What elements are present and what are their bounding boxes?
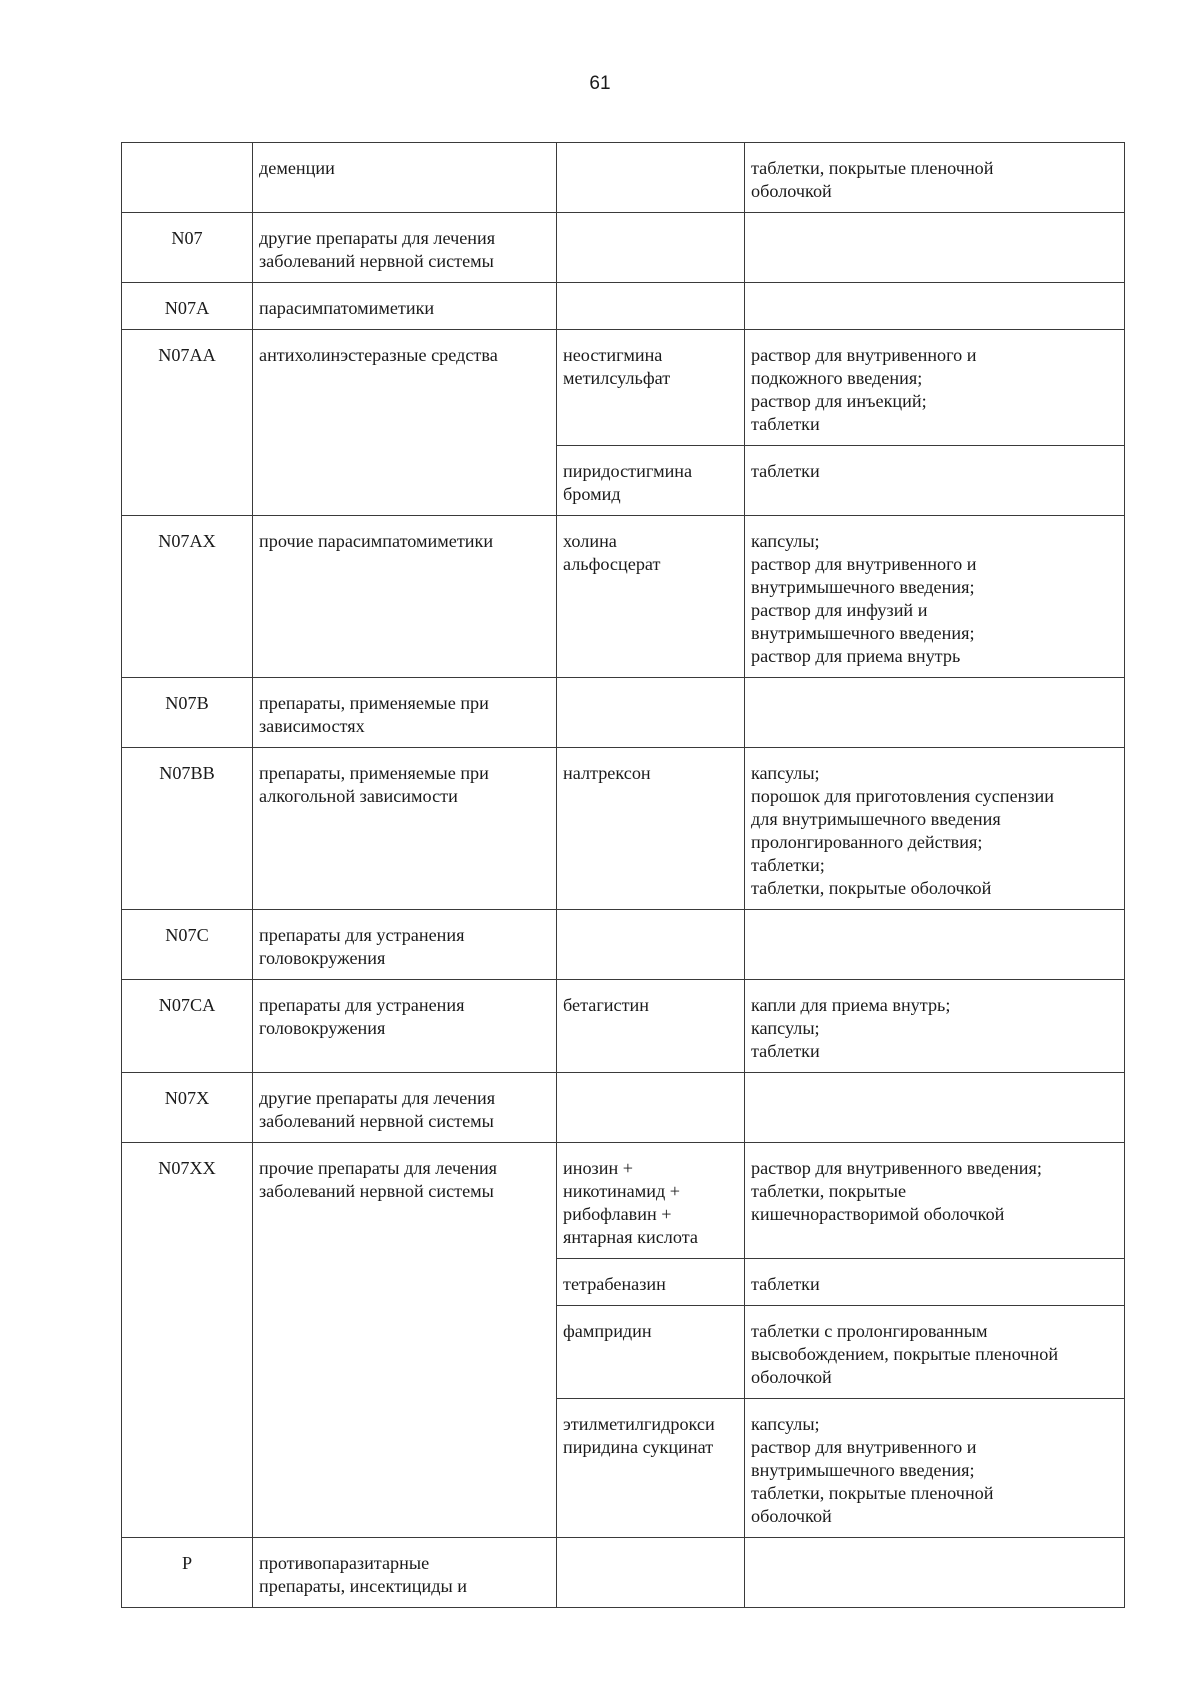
- atc-code-cell: N07XX: [122, 1143, 253, 1538]
- group-name-cell: препараты, применяемые при алкогольной зависимости: [253, 748, 557, 910]
- atc-code-cell: [122, 143, 253, 213]
- drug-name-cell: [557, 213, 745, 283]
- table-row: [122, 213, 1125, 283]
- atc-code-cell: N07: [122, 213, 253, 283]
- atc-code-cell: N07B: [122, 678, 253, 748]
- drug-name-cell: неостигмина метилсульфат: [557, 330, 745, 446]
- table-row: [122, 748, 1125, 910]
- drug-name-cell: бетагистин: [557, 980, 745, 1073]
- group-name-cell: антихолинэстеразные средства: [253, 330, 557, 516]
- dosage-form-cell: [745, 910, 1125, 980]
- drug-name-cell: [557, 1073, 745, 1143]
- table-row: [122, 1073, 1125, 1143]
- dosage-form-cell: капсулы; раствор для внутривенного и внутримышечного введения; таблетки, покрытые пленочной оболочкой: [745, 1399, 1125, 1538]
- page-number: 61: [589, 73, 611, 94]
- atc-code-cell: P: [122, 1538, 253, 1608]
- dosage-form-cell: [745, 1073, 1125, 1143]
- drug-name-cell: этилметилгидрокси пиридина сукцинат: [557, 1399, 745, 1538]
- group-name-cell: парасимпатомиметики: [253, 283, 557, 330]
- drug-name-cell: [557, 678, 745, 748]
- dosage-form-cell: раствор для внутривенного и подкожного введения; раствор для инъекций; таблетки: [745, 330, 1125, 446]
- table-row: [122, 910, 1125, 980]
- group-name-cell: прочие препараты для лечения заболеваний нервной системы: [253, 1143, 557, 1538]
- dosage-form-cell: [745, 213, 1125, 283]
- atc-code-cell: N07C: [122, 910, 253, 980]
- group-name-cell: препараты для устранения головокружения: [253, 910, 557, 980]
- dosage-form-cell: таблетки, покрытые пленочной оболочкой: [745, 143, 1125, 213]
- group-name-cell: деменции: [253, 143, 557, 213]
- dosage-form-cell: таблетки с пролонгированным высвобождением, покрытые пленочной оболочкой: [745, 1306, 1125, 1399]
- dosage-form-cell: [745, 283, 1125, 330]
- drug-name-cell: [557, 283, 745, 330]
- dosage-form-cell: капсулы; порошок для приготовления суспензии для внутримышечного введения пролонгированного действия; таблетки; таблетки, покрытые оболочкой: [745, 748, 1125, 910]
- group-name-cell: прочие парасимпатомиметики: [253, 516, 557, 678]
- atc-code-cell: N07A: [122, 283, 253, 330]
- table-row: [122, 283, 1125, 330]
- table-row: [122, 1143, 1125, 1259]
- dosage-form-cell: капсулы; раствор для внутривенного и внутримышечного введения; раствор для инфузий и внутримышечного введения; раствор для приема внутрь: [745, 516, 1125, 678]
- dosage-form-cell: таблетки: [745, 1259, 1125, 1306]
- dosage-form-cell: раствор для внутривенного введения; таблетки, покрытые кишечнорастворимой оболочкой: [745, 1143, 1125, 1259]
- drug-name-cell: [557, 143, 745, 213]
- table-row: [122, 143, 1125, 213]
- drug-name-cell: налтрексон: [557, 748, 745, 910]
- drug-name-cell: пиридостигмина бромид: [557, 446, 745, 516]
- group-name-cell: препараты, применяемые при зависимостях: [253, 678, 557, 748]
- drug-name-cell: холина альфосцерат: [557, 516, 745, 678]
- group-name-cell: другие препараты для лечения заболеваний нервной системы: [253, 1073, 557, 1143]
- atc-code-cell: N07X: [122, 1073, 253, 1143]
- atc-code-cell: N07AA: [122, 330, 253, 516]
- atc-code-cell: N07BB: [122, 748, 253, 910]
- dosage-form-cell: [745, 1538, 1125, 1608]
- table-row: [122, 1538, 1125, 1608]
- drug-name-cell: инозин + никотинамид + рибофлавин + янтарная кислота: [557, 1143, 745, 1259]
- group-name-cell: препараты для устранения головокружения: [253, 980, 557, 1073]
- dosage-form-cell: таблетки: [745, 446, 1125, 516]
- drug-name-cell: тетрабеназин: [557, 1259, 745, 1306]
- drug-name-cell: [557, 1538, 745, 1608]
- table-row: [122, 516, 1125, 678]
- group-name-cell: противопаразитарные препараты, инсектициды и: [253, 1538, 557, 1608]
- atc-code-cell: N07AX: [122, 516, 253, 678]
- group-name-cell: другие препараты для лечения заболеваний нервной системы: [253, 213, 557, 283]
- drug-table: [121, 142, 1125, 1608]
- dosage-form-cell: капли для приема внутрь; капсулы; таблетки: [745, 980, 1125, 1073]
- drug-name-cell: [557, 910, 745, 980]
- dosage-form-cell: [745, 678, 1125, 748]
- atc-code-cell: N07CA: [122, 980, 253, 1073]
- drug-name-cell: фампридин: [557, 1306, 745, 1399]
- table-row: [122, 980, 1125, 1073]
- table-row: [122, 330, 1125, 446]
- table-row: [122, 678, 1125, 748]
